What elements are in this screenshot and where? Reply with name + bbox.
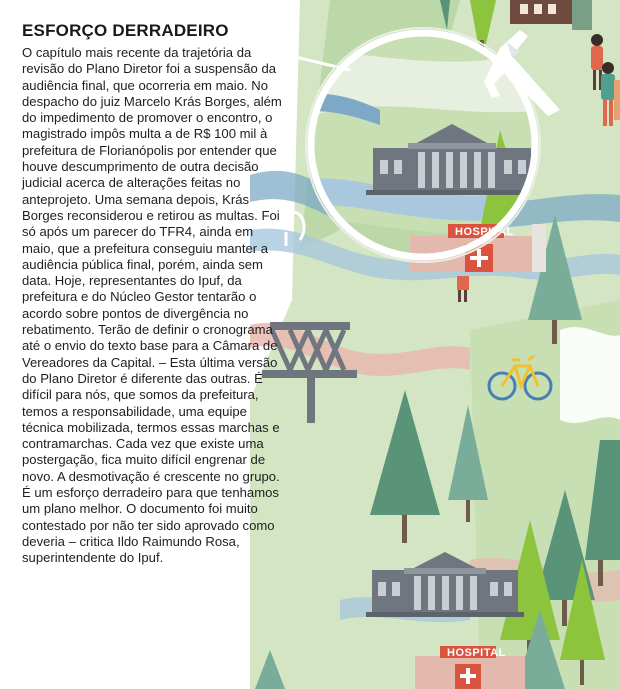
hospital-sign-bottom: HOSPITAL [447,647,506,659]
article-body: O capítulo mais recente da trajetória da revisão do Plano Diretor foi a suspensão da audiência final, que ocorreria em maio. No despacho do juiz Marcelo Krás Borges, além do impedimento de promover o encontro, o magistrado impôs multa a de R$ 100 mil à prefeitura de Florianópolis por entender que houve descumprimento de outra decisão judicial acerca de alterações feitas no anteprojeto. Uma semana depois, Krás Borges reconsiderou e retirou as multas. Foi só após um parecer do TFR4, ainda em maio, que a prefeitura conseguiu manter a audiência pública final, porém, ainda sem data. Hoje, representantes do Ipuf, da prefeitura e do Núcleo Gestor tentarão o acordo sobre pontos de divergência no rebatimento. Terão de definir o cronograma até o envio do texto base para a Câmara de Vereadores da Capital. – Esta última versão do Plano Diretor é diferente das outras. É difícil para nós, que somos da prefeitura, temos a responsabilidade, uma equipe técnica mobilizada, termos essas marchas e contramarchas. Cada vez que existe uma postergação, fica muito difícil engrenar de novo. A desmotivação é crescente no grupo. É um esforço derradeiro para que tenhamos um plano melhor. O documento foi muito contestado por não ter sido aprovado como deveria – critica Ildo Raimundo Rosa, superintendente do Ipuf. [22,45,282,566]
house-icon [510,0,576,24]
hospital-sign-top: HOSPITAL [455,226,514,238]
article-headline: ESFORÇO DERRADEIRO [22,21,229,40]
article-column [22,20,284,567]
